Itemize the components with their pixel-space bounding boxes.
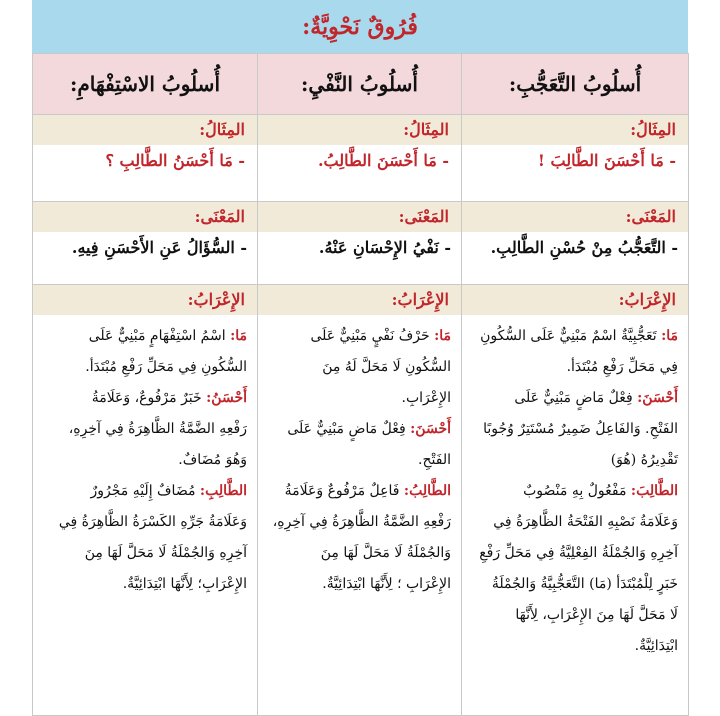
column-header-taajjub: أُسلُوبُ التَّعَجُّبِ: [462, 54, 689, 115]
irab-text: وَالجُمْلَةُ لَا مَحَلَّ لَهَا مِنَ [320, 545, 451, 561]
irab-line [43, 538, 247, 569]
irab-text: فَاعِلٌ مَرْفُوعٌ وَعَلَامَةُ [284, 483, 404, 499]
comparison-table [32, 53, 689, 716]
irab-text: خَبَرٌ مَرْفُوعٌ، وَعَلَامَةُ [91, 390, 207, 406]
meaning-row [33, 202, 689, 285]
irab-text: فِعْلٌ مَاضٍ مَبْنِيٌّ عَلَى [287, 421, 411, 437]
meaning-text: - التَّعَجُّبُ مِنْ حُسْنِ الطَّالِبِ. [490, 238, 678, 257]
example-row [33, 115, 689, 202]
meaning-cell [33, 202, 258, 285]
example-text: - مَا أَحْسَنَ الطَّالِبَ ! [537, 151, 676, 170]
example-text: - مَا أَحْسَنُ الطَّالِبِ ؟ [105, 151, 245, 170]
irab-keyword: أَحْسَنَ: [637, 390, 678, 406]
irab-keyword: مَا: [661, 328, 678, 344]
irab-line [472, 383, 678, 414]
irab-line [43, 507, 247, 538]
irab-line [472, 600, 678, 631]
irab-line [43, 352, 247, 383]
irab-text: رَفْعِهِ الضَّمَّةُ الظَّاهِرَةُ فِي آخِرِهِ، [272, 514, 451, 530]
irab-keyword: مَا: [434, 328, 451, 344]
irab-line [472, 631, 678, 662]
example-label: المِثَالُ: [462, 115, 688, 145]
page-title: فُرُوقٌ نَحْوِيَّةٌ: [302, 13, 418, 40]
irab-text: فِي مَحَلِّ رَفْعِ مُبْتَدَأ. [566, 359, 678, 375]
example-cell [258, 115, 462, 202]
irab-line [268, 321, 451, 352]
irab-line [43, 383, 247, 414]
irab-text: لَا مَحَلَّ لَهَا مِنَ الإِعْرَابِ، لِأَنَّهَا [515, 607, 678, 623]
meaning-label: المَعْنَى: [462, 202, 688, 232]
irab-text: آخِرِهِ وَالجُمْلَةُ لَا مَحَلَّ لَهَا مِنَ [84, 545, 247, 561]
irab-keyword: مَا: [230, 328, 247, 344]
irab-text: وَهُوَ مُضَافٌ. [178, 452, 247, 468]
irab-text: السُّكُونِ لَا مَحَلَّ لَهُ مِنَ [322, 359, 451, 375]
irab-text: ابْتِدَائِيَّةٌ. [634, 638, 678, 654]
irab-line [472, 569, 678, 600]
irab-text: حَرْفُ نَفْيٍ مَبْنِيٌّ عَلَى [310, 328, 435, 344]
irab-line [43, 445, 247, 476]
irab-text: آخِرِهِ وَالجُمْلَةُ الفِعْلِيَّةُ فِي مَحَلِّ رَفْعِ [479, 545, 678, 561]
irab-keyword: الطَّالِبَ: [630, 483, 678, 499]
irab-row [33, 285, 689, 716]
irab-text: مَفْعُولٌ بِهِ مَنْصُوبٌ [523, 483, 631, 499]
example-label: المِثَالُ: [33, 115, 257, 145]
irab-line [268, 507, 451, 538]
irab-text: وَعَلَامَةُ جَرِّهِ الكَسْرَةُ الظَّاهِرَةُ فِي [58, 514, 247, 530]
irab-line [268, 414, 451, 445]
irab-line [43, 476, 247, 507]
irab-line [268, 445, 451, 476]
irab-keyword: الطَّالِبِ: [199, 483, 247, 499]
irab-label: الإِعْرَابُ: [33, 285, 257, 315]
irab-cell [258, 285, 462, 716]
irab-keyword: أَحْسَنَ: [410, 421, 451, 437]
irab-text: مُضَافٌ إِلَيْهِ مَجْرُورٌ [90, 483, 200, 499]
irab-body [258, 315, 461, 600]
irab-text: الفَتْحِ. [418, 452, 451, 468]
irab-body [33, 315, 257, 600]
irab-line [472, 445, 678, 476]
irab-line [472, 507, 678, 538]
example-cell [462, 115, 689, 202]
column-header-nafy: أُسلُوبُ النَّفْيِ: [258, 54, 462, 115]
meaning-text: - نَفْيُ الإِحْسَانِ عَنْهُ. [318, 238, 451, 257]
irab-label: الإِعْرَابُ: [462, 285, 688, 315]
irab-body [462, 315, 688, 662]
header-row [33, 54, 689, 115]
example-text: - مَا أَحْسَنَ الطَّالِبُ. [317, 151, 449, 170]
irab-line [472, 414, 678, 445]
irab-line [268, 538, 451, 569]
meaning-cell [258, 202, 462, 285]
meaning-label: المَعْنَى: [33, 202, 257, 232]
irab-keyword: أَحْسَنُ: [206, 390, 247, 406]
irab-line [268, 476, 451, 507]
grammar-comparison-sheet [32, 0, 688, 714]
meaning-label: المَعْنَى: [258, 202, 461, 232]
irab-text: الإِعْرَابِ. [401, 390, 451, 406]
irab-line [43, 569, 247, 600]
meaning-text: - السُّؤَالُ عَنِ الأَحْسَنِ فِيهِ. [71, 238, 247, 257]
irab-text: تَعَجُّبِيَّةٌ اسْمٌ مَبْنِيٌّ عَلَى السُّكُونِ [480, 328, 662, 344]
meaning-cell [462, 202, 689, 285]
irab-label: الإِعْرَابُ: [258, 285, 461, 315]
irab-line [268, 383, 451, 414]
irab-line [472, 538, 678, 569]
irab-line [472, 352, 678, 383]
irab-cell [33, 285, 258, 716]
title-bar [32, 0, 688, 54]
irab-line [472, 476, 678, 507]
irab-line [268, 352, 451, 383]
irab-line [43, 414, 247, 445]
irab-text: السُّكُونِ فِي مَحَلِّ رَفْعِ مُبْتَدَأ. [85, 359, 247, 375]
irab-line [268, 569, 451, 600]
irab-text: وَعَلَامَةُ نَصْبِهِ الفَتْحَةُ الظَّاهِرَةُ فِي [493, 514, 678, 530]
example-cell [33, 115, 258, 202]
irab-text: رَفْعِهِ الضَّمَّةُ الظَّاهِرَةُ فِي آخِرِهِ، [68, 421, 247, 437]
irab-text: تَقْدِيرُهُ (هُوَ) [610, 452, 678, 468]
irab-text: خَبَرٍ لِلْمُبْتَدَأ (مَا) التَّعَجُّبِيَّةُ وَالجُمْلَةُ [491, 576, 678, 592]
irab-text: الإِعْرَابِ ؛ لِأَنَّهَا ابْتِدَائِيَّةٌ. [322, 576, 451, 592]
irab-keyword: الطَّالِبُ: [403, 483, 451, 499]
irab-text: الفَتْحِ. وَالفَاعِلُ ضَمِيرٌ مُسْتَتِرٌ وُجُوبًا [483, 421, 678, 437]
irab-text: فِعْلٌ مَاضٍ مَبْنِيٌّ عَلَى [514, 390, 638, 406]
irab-line [43, 321, 247, 352]
column-header-istifham: أُسلُوبُ الاسْتِفْهَامِ: [33, 54, 258, 115]
example-label: المِثَالُ: [258, 115, 461, 145]
irab-text: الإِعْرَابِ؛ لِأَنَّهَا ابْتِدَائِيَّةٌ. [122, 576, 247, 592]
irab-cell [462, 285, 689, 716]
irab-line [472, 321, 678, 352]
irab-text: اسْمُ اسْتِفْهَامٍ مَبْنِيٌّ عَلَى [88, 328, 231, 344]
